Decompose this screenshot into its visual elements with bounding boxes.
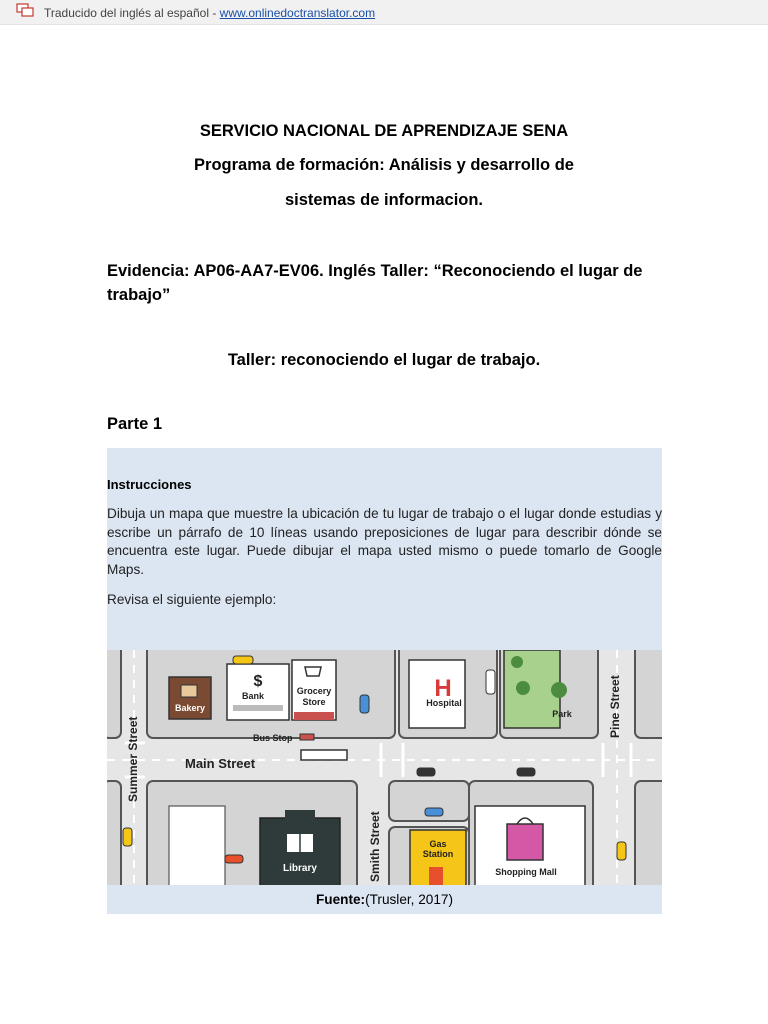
gas-station-label-line2: Station — [422, 849, 454, 859]
bus-stop-label: Bus Stop — [253, 733, 293, 743]
instructions-paragraph: Dibuja un mapa que muestre la ubicación de tu lugar de trabajo o el lugar donde estudias y escribe un párrafo de 10 líneas usando preposiciones de lugar para describir dónde se encuentra este lugar. Puede dibujar el mapa usted mismo o puede tomarlo de Google Maps. — [107, 506, 662, 577]
bank-label: Bank — [241, 691, 265, 701]
example-map — [107, 650, 662, 885]
instructions-example: Revisa el siguiente ejemplo: — [107, 592, 277, 607]
workshop-title: Taller: reconociendo el lugar de trabajo. — [227, 351, 541, 369]
hospital-label: Hospital — [426, 698, 462, 708]
grocery-label-line2: Store — [302, 697, 326, 707]
shopping-mall-label: Shopping Mall — [495, 867, 557, 877]
source-label: Fuente: — [316, 892, 366, 907]
park-label: Park — [552, 709, 572, 719]
svg-text:H: H — [434, 675, 452, 702]
program-title-line1: Programa de formación: Análisis y desarrollo de — [194, 156, 574, 174]
main-street-label: Main Street — [185, 756, 256, 771]
gas-station-label-line1: Gas — [429, 839, 447, 849]
translator-bar — [0, 0, 768, 25]
bakery-label: Bakery — [174, 703, 206, 713]
translate-icon — [16, 3, 34, 17]
program-title-line2: sistemas de informacion. — [284, 191, 484, 209]
translator-link[interactable]: www.onlinedoctranslator.com — [219, 6, 376, 20]
grocery-label-line1: Grocery — [296, 686, 332, 696]
institution-title: SERVICIO NACIONAL DE APRENDIZAJE SENA — [199, 122, 569, 140]
source-citation: (Trusler, 2017) — [365, 892, 453, 907]
instructions-title: Instrucciones — [107, 477, 192, 492]
part-title: Parte 1 — [107, 415, 163, 433]
pine-street-label: Pine Street — [608, 675, 622, 738]
smith-street-label: Smith Street — [368, 811, 382, 882]
evidence-title: Evidencia: AP06-AA7-EV06. Inglés Taller: “Reconociendo el lugar de trabajo” — [107, 262, 643, 304]
svg-text:$: $ — [253, 673, 263, 690]
summer-street-label: Summer Street — [126, 716, 140, 802]
library-label: Library — [283, 863, 317, 874]
figure-source — [107, 885, 662, 914]
translator-notice: Traducido del inglés al español - www.onlinedoctranslator.com — [44, 6, 376, 20]
